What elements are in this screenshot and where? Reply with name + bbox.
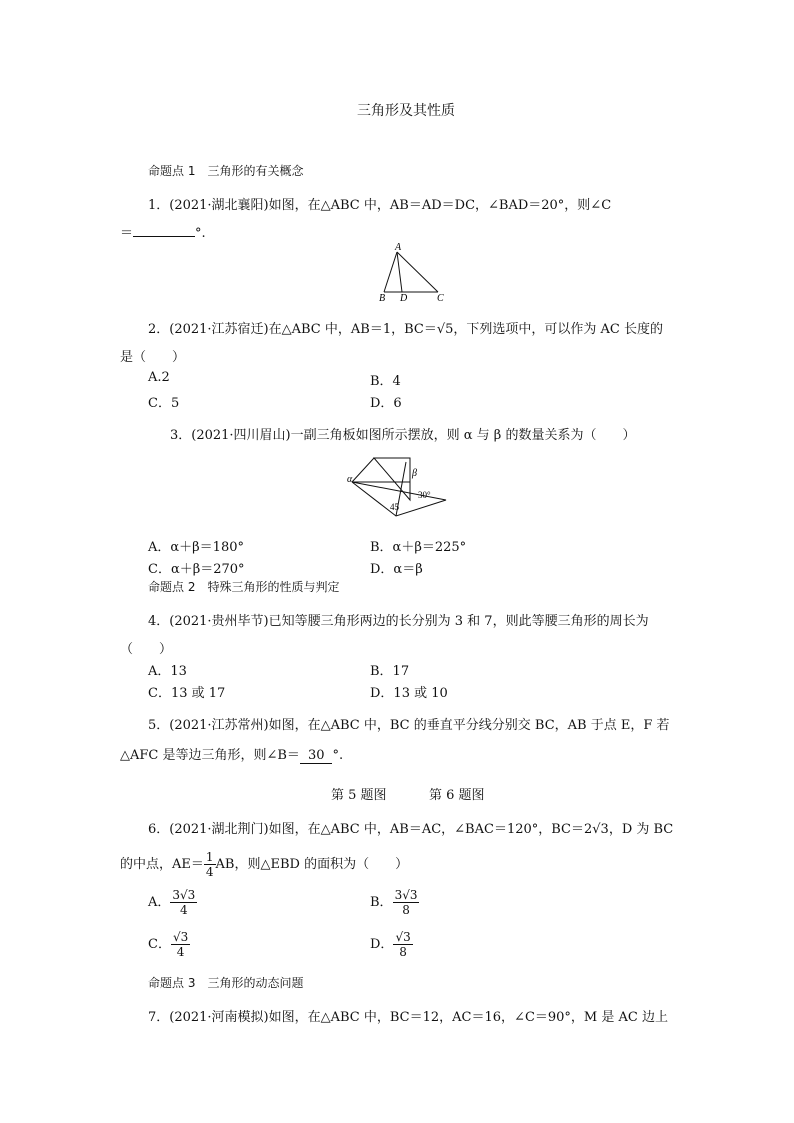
q4-option-b: B．17 — [370, 664, 410, 679]
question-5-text: 5．(2021·江苏常州)如图，在△ABC 中，BC 的垂直平分线分别交 BC，AB 于点 E，F 若 — [148, 718, 670, 733]
q6-option-c — [148, 930, 190, 959]
q6-prefix: 的中点，AE＝ — [120, 857, 204, 872]
q6-option-c-label: C． — [148, 937, 171, 952]
q1-suffix: °. — [195, 226, 206, 241]
q6-option-c-den: 4 — [176, 945, 185, 959]
q3-edge-left — [352, 458, 374, 482]
q5-suffix: °. — [332, 748, 344, 763]
q4-option-d: D．13 或 10 — [370, 686, 448, 701]
q6-option-d-num: √3 — [395, 930, 411, 944]
q1-label-d: D — [400, 293, 408, 304]
figure-caption-q5: 第 5 题图 — [331, 788, 387, 803]
q1-edge-ad — [397, 252, 402, 292]
q6-option-b-den: 8 — [402, 903, 410, 917]
q3-set-squares-figure — [346, 452, 450, 524]
q1-label-c: C — [437, 293, 444, 304]
question-4-text-cont: （ ） — [120, 642, 173, 657]
q3-label-30: 30° — [418, 490, 431, 500]
q6-frac-den: 4 — [205, 865, 214, 879]
q6-option-b-frac — [393, 888, 420, 917]
q1-answer-blank — [133, 224, 195, 237]
q1-edge-ac — [397, 252, 438, 292]
q6-option-d — [370, 930, 413, 959]
question-6-text: 6．(2021·湖北荆门)如图，在△ABC 中，AB＝AC，∠BAC＝120°，BC＝2√3，D 为 BC — [148, 822, 674, 837]
question-6-text-cont — [120, 850, 408, 879]
q6-frac-num: 1 — [205, 850, 214, 864]
q2-option-b: B．4 — [370, 374, 401, 389]
q6-option-c-frac — [171, 930, 190, 959]
q3-label-alpha: α — [347, 474, 353, 485]
question-1-text: 1．(2021·湖北襄阳)如图，在△ABC 中，AB＝AD＝DC，∠BAD＝20°，则∠C — [148, 198, 612, 213]
q6-fraction — [204, 850, 216, 879]
q1-edge-ab — [384, 252, 397, 292]
question-3-text: 3．(2021·四川眉山)一副三角板如图所示摆放，则 α 与 β 的数量关系为（ ） — [170, 428, 636, 443]
question-1-answer-line — [120, 222, 206, 241]
question-2-text: 2．(2021·江苏宿迁)在△ABC 中，AB＝1，BC＝√5，下列选项中，可以作为 AC 长度的 — [148, 322, 663, 337]
question-2-text-cont: 是（ ） — [120, 350, 186, 365]
q3-label-45: 45 — [390, 502, 399, 512]
q2-option-c: C．5 — [148, 396, 180, 411]
q3-label-beta: β — [412, 468, 417, 479]
q6-option-a-num: 3√3 — [172, 888, 196, 902]
section-heading-2: 命题点 2 特殊三角形的性质与判定 — [148, 580, 340, 594]
q1-label-a: A — [395, 242, 402, 253]
q6-option-b-num: 3√3 — [394, 888, 418, 902]
q3-triangle-45 — [374, 458, 410, 500]
page-title: 三角形及其性质 — [357, 103, 455, 119]
q2-option-a: A.2 — [148, 370, 170, 385]
question-7-text: 7．(2021·河南模拟)如图，在△ABC 中，BC＝12，AC＝16，∠C＝90°，M 是 AC 边上 — [148, 1010, 668, 1025]
section-heading-3: 命题点 3 三角形的动态问题 — [148, 976, 304, 990]
q4-option-a: A．13 — [148, 664, 187, 679]
q6-option-a-den: 4 — [180, 903, 188, 917]
q6-option-c-num: √3 — [172, 930, 189, 944]
q6-option-d-label: D． — [370, 937, 394, 952]
section-heading-1: 命题点 1 三角形的有关概念 — [148, 164, 304, 178]
q1-triangle-figure — [372, 240, 452, 304]
figure-caption-q6: 第 6 题图 — [429, 788, 485, 803]
q6-option-a-frac — [170, 888, 197, 917]
q2-option-d: D．6 — [370, 396, 402, 411]
q4-option-c: C．13 或 17 — [148, 686, 226, 701]
q3-option-c: C．α＋β＝270° — [148, 562, 245, 577]
q1-label-b: B — [379, 293, 386, 304]
q6-option-a — [148, 888, 197, 917]
q6-option-d-frac — [393, 930, 412, 959]
q3-option-d: D．α＝β — [370, 562, 423, 577]
q1-prefix: ＝ — [120, 226, 134, 241]
q6-option-a-label: A． — [148, 895, 171, 910]
question-4-text: 4．(2021·贵州毕节)已知等腰三角形两边的长分别为 3 和 7，则此等腰三角形的周长为 — [148, 614, 649, 629]
q5-answer: 30 — [300, 748, 333, 764]
q6-option-b — [370, 888, 419, 917]
q3-option-a: A．α＋β＝180° — [148, 540, 244, 555]
q6-option-b-label: B． — [370, 895, 393, 910]
q6-suffix: AB，则△EBD 的面积为（ ） — [215, 857, 409, 872]
q5-prefix: △AFC 是等边三角形，则∠B＝ — [120, 748, 300, 763]
question-5-answer-line — [120, 744, 343, 764]
q6-option-d-den: 8 — [399, 945, 407, 959]
q3-option-b: B．α＋β＝225° — [370, 540, 467, 555]
